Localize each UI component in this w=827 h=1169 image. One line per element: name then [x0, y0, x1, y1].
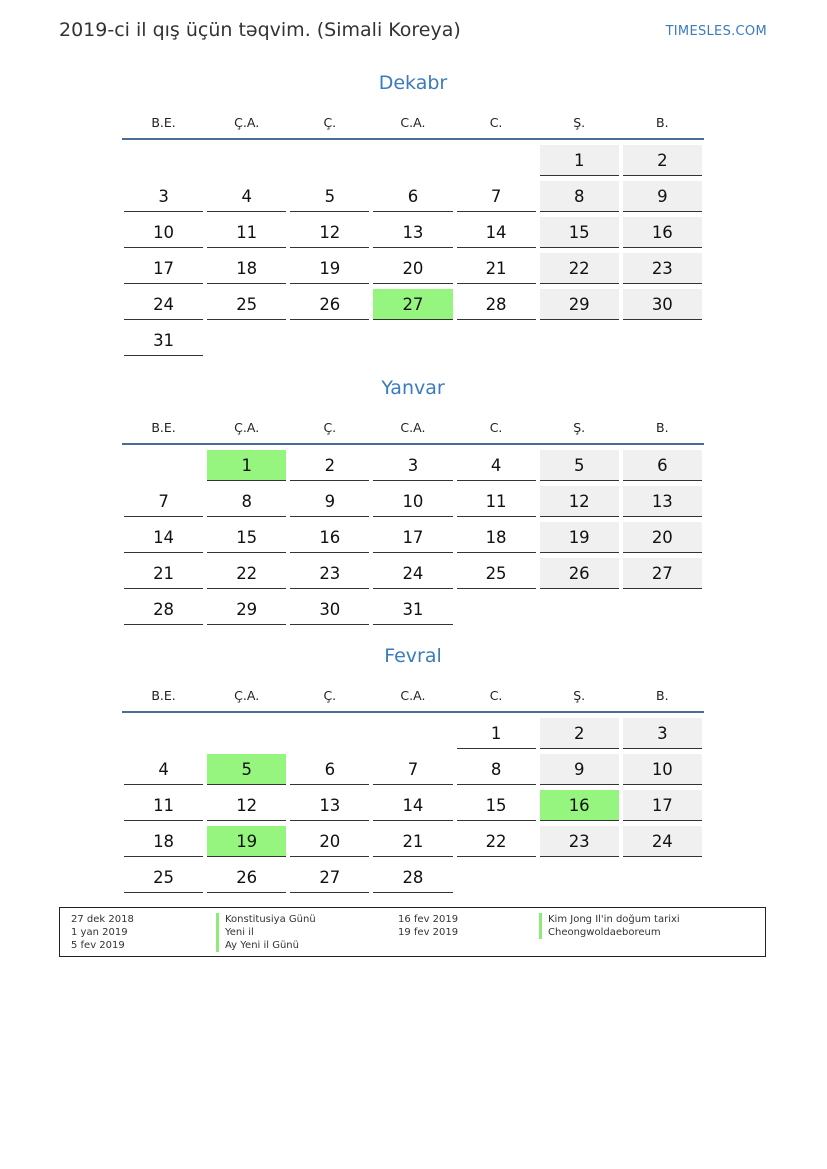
month-name: Yanvar — [381, 377, 445, 399]
weekday-label: Ç.A. — [234, 114, 260, 130]
day-cell: 30 — [623, 289, 702, 320]
weekday-label: C. — [489, 419, 503, 435]
day-cell: 11 — [207, 217, 286, 248]
day-cell: 28 — [457, 289, 536, 320]
day-cell: 27 — [623, 558, 702, 589]
legend-date: 1 yan 2019 — [71, 927, 128, 938]
day-cell: 12 — [540, 486, 619, 517]
day-cell: 8 — [457, 754, 536, 785]
day-cell: 1 — [457, 718, 536, 749]
day-cell: 23 — [623, 253, 702, 284]
day-cell: 8 — [540, 181, 619, 212]
month-december — [122, 70, 704, 360]
legend-holiday-name: Yeni il — [216, 926, 316, 939]
day-grid — [122, 144, 704, 360]
day-cell: 3 — [124, 181, 203, 212]
day-cell: 12 — [290, 217, 369, 248]
day-cell: 6 — [373, 181, 452, 212]
day-cell: 18 — [124, 826, 203, 857]
day-cell: 25 — [457, 558, 536, 589]
day-cell: 5 — [290, 181, 369, 212]
weekday-label: Ç. — [323, 419, 337, 435]
day-cell: 13 — [373, 217, 452, 248]
day-cell: 24 — [373, 558, 452, 589]
weekday-label: Ş. — [573, 114, 586, 130]
day-cell: 3 — [373, 450, 452, 481]
holiday-day-cell: 27 — [373, 289, 452, 320]
day-cell: 26 — [290, 289, 369, 320]
weekday-header — [122, 106, 704, 140]
empty-cell — [124, 718, 203, 749]
day-cell: 22 — [207, 558, 286, 589]
weekday-label: B. — [656, 419, 669, 435]
empty-cell — [124, 145, 203, 176]
day-cell: 29 — [207, 594, 286, 625]
day-cell: 1 — [540, 145, 619, 176]
weekday-label: Ş. — [573, 419, 586, 435]
empty-cell — [207, 145, 286, 176]
legend-date: 27 dek 2018 — [71, 914, 134, 925]
day-cell: 21 — [457, 253, 536, 284]
day-cell: 4 — [457, 450, 536, 481]
day-cell: 17 — [373, 522, 452, 553]
day-cell: 6 — [623, 450, 702, 481]
day-cell: 2 — [290, 450, 369, 481]
weekday-label: Ç.A. — [234, 687, 260, 703]
day-cell: 22 — [457, 826, 536, 857]
legend-holiday-name: Cheongwoldaeboreum — [539, 926, 680, 939]
empty-cell — [290, 718, 369, 749]
day-cell: 30 — [290, 594, 369, 625]
holiday-day-cell: 19 — [207, 826, 286, 857]
day-cell: 3 — [623, 718, 702, 749]
weekday-label: Ş. — [573, 687, 586, 703]
day-cell: 7 — [124, 486, 203, 517]
day-cell: 13 — [623, 486, 702, 517]
weekday-header — [122, 411, 704, 445]
day-cell: 15 — [207, 522, 286, 553]
day-cell: 21 — [373, 826, 452, 857]
legend-date: 5 fev 2019 — [71, 940, 125, 951]
holiday-day-cell: 5 — [207, 754, 286, 785]
day-cell: 14 — [124, 522, 203, 553]
day-cell: 21 — [124, 558, 203, 589]
weekday-header — [122, 679, 704, 713]
day-cell: 15 — [540, 217, 619, 248]
day-cell: 20 — [290, 826, 369, 857]
day-cell: 20 — [373, 253, 452, 284]
month-name: Dekabr — [378, 72, 448, 94]
legend-holiday-name: Konstitusiya Günü — [216, 913, 316, 926]
day-cell: 23 — [290, 558, 369, 589]
day-cell: 7 — [457, 181, 536, 212]
day-cell: 26 — [540, 558, 619, 589]
month-january — [122, 375, 704, 629]
empty-cell — [373, 145, 452, 176]
day-cell: 25 — [207, 289, 286, 320]
day-cell: 14 — [373, 790, 452, 821]
legend-holiday-name: Ay Yeni il Günü — [216, 939, 316, 952]
month-name: Fevral — [384, 645, 442, 667]
day-cell: 31 — [373, 594, 452, 625]
day-cell: 13 — [290, 790, 369, 821]
weekday-label: B. — [656, 687, 669, 703]
holiday-day-cell: 16 — [540, 790, 619, 821]
site-link[interactable]: TIMESLES.COM — [665, 24, 767, 39]
day-cell: 12 — [207, 790, 286, 821]
weekday-label: C.A. — [400, 419, 426, 435]
weekday-label: C. — [489, 114, 503, 130]
day-cell: 28 — [124, 594, 203, 625]
day-cell: 18 — [207, 253, 286, 284]
day-cell: 10 — [623, 754, 702, 785]
weekday-label: B. — [656, 114, 669, 130]
day-cell: 29 — [540, 289, 619, 320]
day-cell: 22 — [540, 253, 619, 284]
day-cell: 24 — [623, 826, 702, 857]
weekday-label: B.E. — [151, 687, 176, 703]
weekday-label: Ç. — [323, 114, 337, 130]
page-title: 2019-ci il qış üçün təqvim. (Simali Koreya) — [59, 19, 461, 41]
day-cell: 4 — [207, 181, 286, 212]
month-february — [122, 643, 704, 897]
day-cell: 17 — [623, 790, 702, 821]
empty-cell — [290, 145, 369, 176]
legend-dates-left — [71, 913, 134, 952]
holiday-legend — [59, 907, 766, 957]
legend-date: 19 fev 2019 — [398, 927, 459, 938]
empty-cell — [373, 718, 452, 749]
day-cell: 18 — [457, 522, 536, 553]
day-cell: 10 — [373, 486, 452, 517]
legend-date: 16 fev 2019 — [398, 914, 459, 925]
day-cell: 11 — [124, 790, 203, 821]
weekday-label: B.E. — [151, 419, 176, 435]
day-cell: 17 — [124, 253, 203, 284]
day-cell: 10 — [124, 217, 203, 248]
legend-names-right — [539, 913, 680, 939]
empty-cell — [457, 145, 536, 176]
day-grid — [122, 717, 704, 897]
day-cell: 6 — [290, 754, 369, 785]
day-cell: 20 — [623, 522, 702, 553]
day-cell: 28 — [373, 862, 452, 893]
weekday-label: C.A. — [400, 114, 426, 130]
day-cell: 15 — [457, 790, 536, 821]
weekday-label: Ç. — [323, 687, 337, 703]
day-cell: 9 — [540, 754, 619, 785]
day-cell: 23 — [540, 826, 619, 857]
day-cell: 5 — [540, 450, 619, 481]
empty-cell — [207, 718, 286, 749]
day-cell: 16 — [290, 522, 369, 553]
day-cell: 14 — [457, 217, 536, 248]
day-cell: 8 — [207, 486, 286, 517]
day-cell: 2 — [540, 718, 619, 749]
holiday-day-cell: 1 — [207, 450, 286, 481]
weekday-label: C. — [489, 687, 503, 703]
day-cell: 19 — [290, 253, 369, 284]
day-cell: 9 — [623, 181, 702, 212]
day-cell: 24 — [124, 289, 203, 320]
day-cell: 27 — [290, 862, 369, 893]
day-cell: 7 — [373, 754, 452, 785]
weekday-label: B.E. — [151, 114, 176, 130]
legend-names-left — [216, 913, 316, 952]
legend-holiday-name: Kim Jong Il'in doğum tarixi — [539, 913, 680, 926]
weekday-label: Ç.A. — [234, 419, 260, 435]
day-cell: 26 — [207, 862, 286, 893]
day-grid — [122, 449, 704, 629]
day-cell: 31 — [124, 325, 203, 356]
day-cell: 25 — [124, 862, 203, 893]
day-cell: 4 — [124, 754, 203, 785]
legend-dates-right — [398, 913, 458, 939]
day-cell: 11 — [457, 486, 536, 517]
weekday-label: C.A. — [400, 687, 426, 703]
empty-cell — [124, 450, 203, 481]
day-cell: 2 — [623, 145, 702, 176]
day-cell: 9 — [290, 486, 369, 517]
day-cell: 19 — [540, 522, 619, 553]
day-cell: 16 — [623, 217, 702, 248]
